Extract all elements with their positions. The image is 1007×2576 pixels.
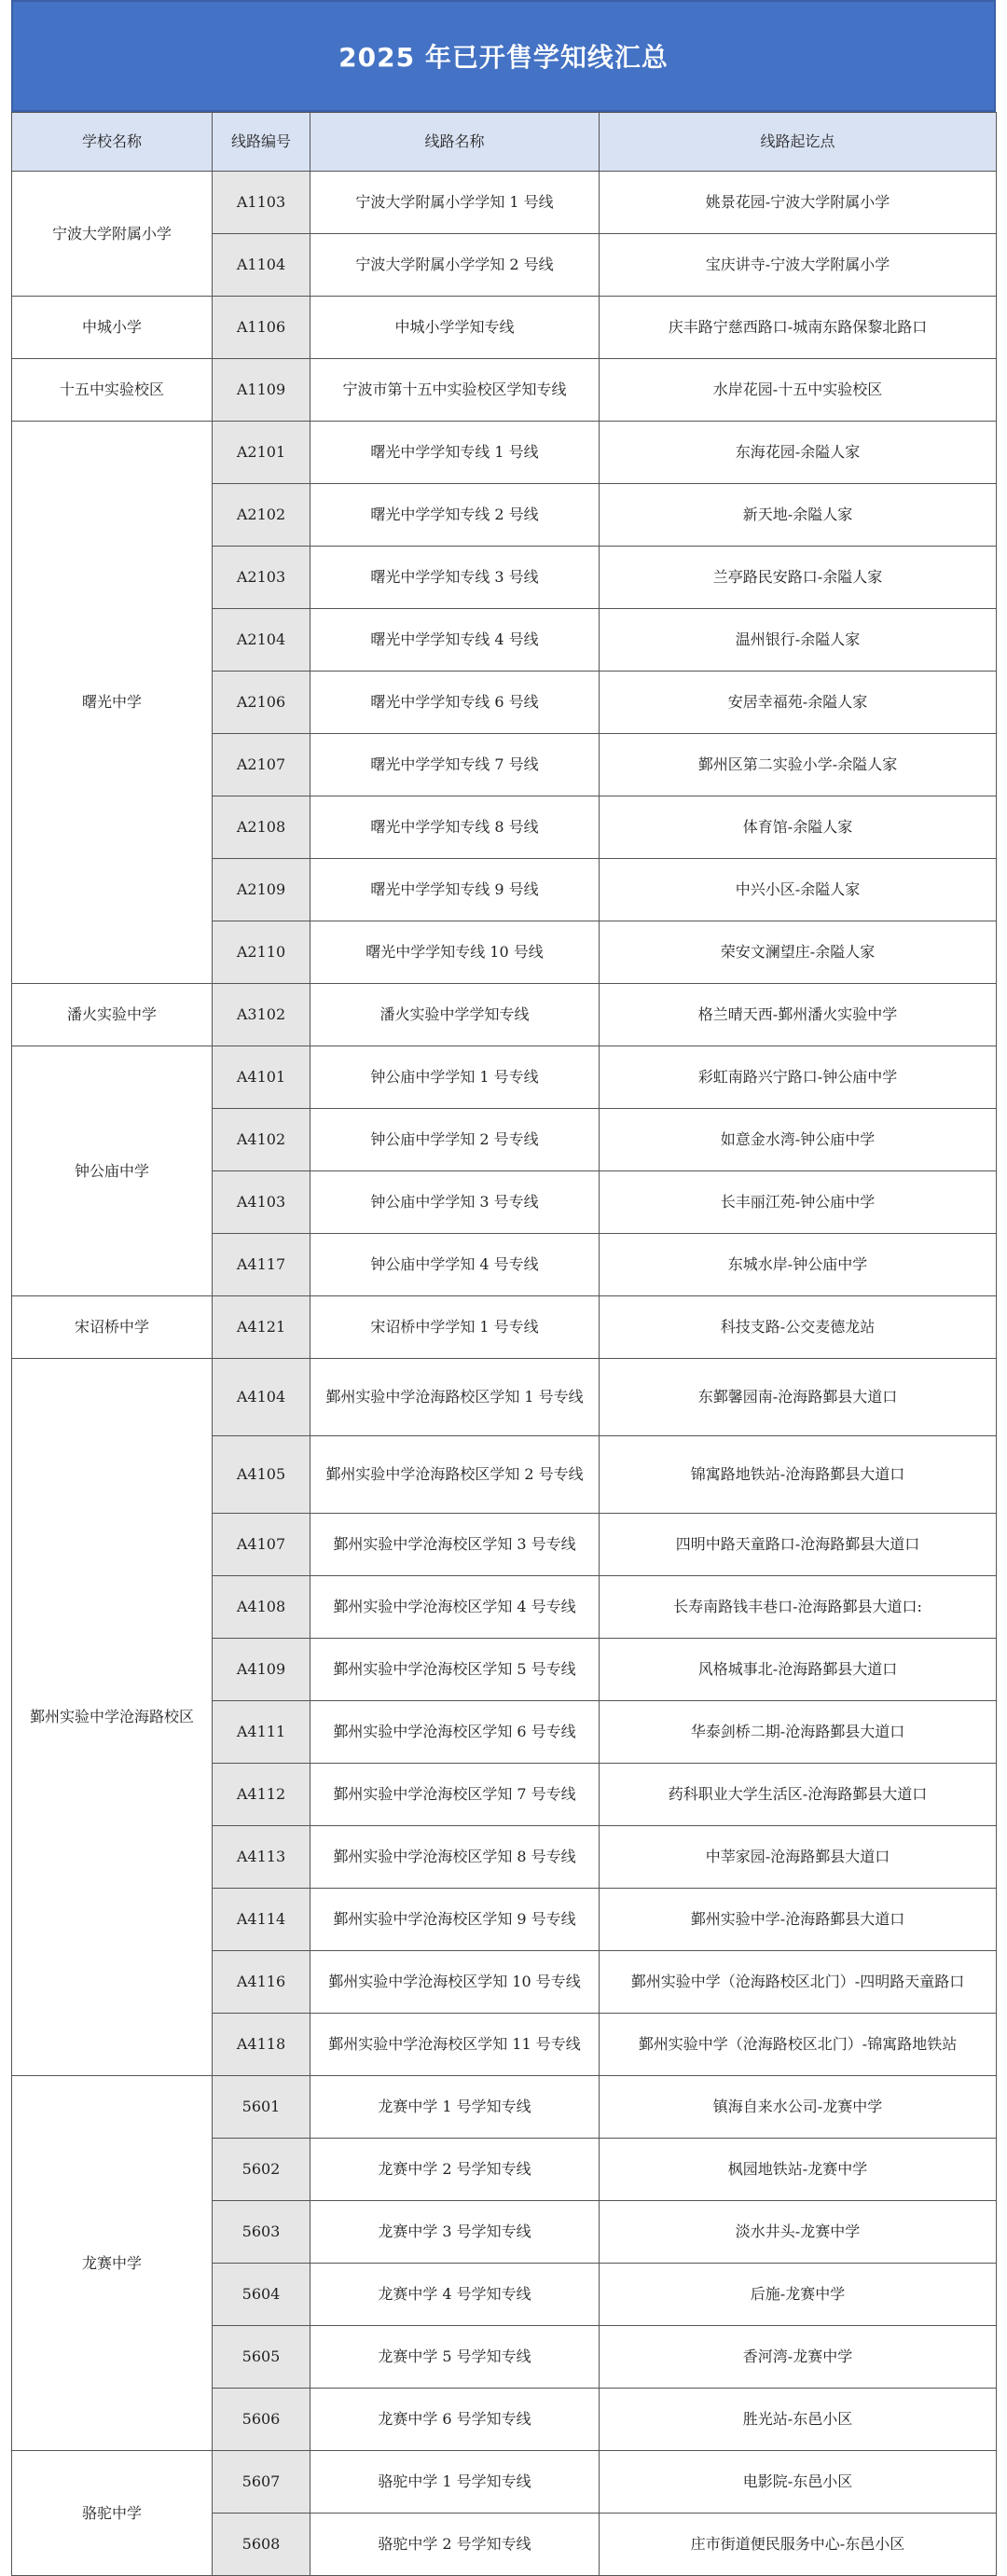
route-code-cell: A4111 [213,1701,310,1764]
route-name-cell: 曙光中学学知专线 4 号线 [310,609,600,672]
route-stops-cell: 宝庆讲寺-宁波大学附属小学 [600,234,997,297]
route-code-cell: A2106 [213,672,310,734]
route-name-cell: 中城小学学知专线 [310,297,600,359]
route-stops-cell: 水岸花园-十五中实验校区 [600,359,997,422]
route-code-cell: A2103 [213,547,310,609]
route-name-cell: 宁波大学附属小学学知 2 号线 [310,234,600,297]
school-name-cell: 潘火实验中学 [12,984,213,1046]
route-stops-cell: 彩虹南路兴宁路口-钟公庙中学 [600,1046,997,1109]
route-name-cell: 鄞州实验中学沧海路校区学知 1 号专线 [310,1359,600,1436]
route-name-cell: 钟公庙中学学知 2 号专线 [310,1109,600,1171]
route-stops-cell: 药科职业大学生活区-沧海路鄞县大道口 [600,1764,997,1826]
route-name-cell: 鄞州实验中学沧海校区学知 4 号专线 [310,1576,600,1639]
route-stops-cell: 华泰剑桥二期-沧海路鄞县大道口 [600,1701,997,1764]
route-code-cell: A4112 [213,1764,310,1826]
route-name-cell: 曙光中学学知专线 2 号线 [310,484,600,547]
route-name-cell: 骆驼中学 2 号学知专线 [310,2514,600,2576]
route-code-cell: A4116 [213,1951,310,2014]
route-name-cell: 鄞州实验中学沧海校区学知 9 号专线 [310,1889,600,1951]
route-stops-cell: 中兴小区-余隘人家 [600,859,997,921]
route-stops-cell: 电影院-东邑小区 [600,2451,997,2514]
route-code-cell: 5607 [213,2451,310,2514]
route-name-cell: 曙光中学学知专线 3 号线 [310,547,600,609]
school-name-cell: 鄞州实验中学沧海路校区 [12,1359,213,2076]
route-code-cell: A1103 [213,172,310,234]
school-name-cell: 中城小学 [12,297,213,359]
route-stops-cell: 胜光站-东邑小区 [600,2389,997,2451]
route-code-cell: A2104 [213,609,310,672]
route-code-cell: A4113 [213,1826,310,1889]
route-summary-sheet [11,0,996,2576]
route-code-cell: 5605 [213,2326,310,2389]
route-name-cell: 鄞州实验中学沧海校区学知 5 号专线 [310,1639,600,1701]
route-stops-cell: 东城水岸-钟公庙中学 [600,1234,997,1296]
route-stops-cell: 鄞州实验中学（沧海路校区北门）-四明路天童路口 [600,1951,997,2014]
route-name-cell: 钟公庙中学学知 3 号专线 [310,1171,600,1234]
route-stops-cell: 鄞州实验中学-沧海路鄞县大道口 [600,1889,997,1951]
route-name-cell: 鄞州实验中学沧海校区学知 10 号专线 [310,1951,600,2014]
route-code-cell: A1104 [213,234,310,297]
school-name-cell: 钟公庙中学 [12,1046,213,1296]
route-name-cell: 鄞州实验中学沧海校区学知 6 号专线 [310,1701,600,1764]
route-name-cell: 龙赛中学 2 号学知专线 [310,2139,600,2201]
route-name-cell: 骆驼中学 1 号学知专线 [310,2451,600,2514]
table-row [12,1296,997,1359]
route-name-cell: 鄞州实验中学沧海校区学知 11 号专线 [310,2014,600,2076]
route-stops-cell: 安居幸福苑-余隘人家 [600,672,997,734]
route-name-cell: 鄞州实验中学沧海校区学知 8 号专线 [310,1826,600,1889]
route-stops-cell: 东海花园-余隘人家 [600,422,997,484]
table-row [12,172,997,234]
route-code-cell: 5606 [213,2389,310,2451]
route-code-cell: A4101 [213,1046,310,1109]
route-code-cell: A4109 [213,1639,310,1701]
route-name-cell: 龙赛中学 1 号学知专线 [310,2076,600,2139]
table-row [12,1046,997,1109]
route-name-cell: 宋诏桥中学学知 1 号专线 [310,1296,600,1359]
route-code-cell: A1106 [213,297,310,359]
route-code-cell: A4102 [213,1109,310,1171]
route-code-cell: A4104 [213,1359,310,1436]
table-row [12,297,997,359]
route-stops-cell: 镇海自来水公司-龙赛中学 [600,2076,997,2139]
route-code-cell: A4107 [213,1514,310,1576]
route-stops-cell: 淡水井头-龙赛中学 [600,2201,997,2264]
page-title: 2025 年已开售学知线汇总 [338,42,669,73]
table-row [12,1359,997,1436]
route-code-cell: A2108 [213,796,310,859]
table-row [12,2451,997,2514]
route-code-cell: A1109 [213,359,310,422]
header-school: 学校名称 [12,113,213,172]
school-name-cell: 宋诏桥中学 [12,1296,213,1359]
route-name-cell: 宁波市第十五中实验校区学知专线 [310,359,600,422]
table-row [12,422,997,484]
school-name-cell: 宁波大学附属小学 [12,172,213,297]
route-name-cell: 龙赛中学 6 号学知专线 [310,2389,600,2451]
route-stops-cell: 姚景花园-宁波大学附属小学 [600,172,997,234]
route-code-cell: A4105 [213,1436,310,1514]
route-code-cell: 5604 [213,2264,310,2326]
title-bar [11,0,996,112]
route-stops-cell: 中莘家园-沧海路鄞县大道口 [600,1826,997,1889]
route-stops-cell: 荣安文澜望庄-余隘人家 [600,921,997,984]
route-stops-cell: 香河湾-龙赛中学 [600,2326,997,2389]
route-code-cell: 5602 [213,2139,310,2201]
route-stops-cell: 体育馆-余隘人家 [600,796,997,859]
route-stops-cell: 格兰晴天西-鄞州潘火实验中学 [600,984,997,1046]
route-code-cell: 5608 [213,2514,310,2576]
header-name: 线路名称 [310,113,600,172]
route-code-cell: A2101 [213,422,310,484]
route-code-cell: A4103 [213,1171,310,1234]
table-body [12,172,997,2576]
route-name-cell: 龙赛中学 5 号学知专线 [310,2326,600,2389]
route-code-cell: A4118 [213,2014,310,2076]
header-stops: 线路起讫点 [600,113,997,172]
route-code-cell: A4108 [213,1576,310,1639]
route-name-cell: 鄞州实验中学沧海校区学知 7 号专线 [310,1764,600,1826]
route-name-cell: 曙光中学学知专线 1 号线 [310,422,600,484]
school-name-cell: 龙赛中学 [12,2076,213,2451]
route-name-cell: 宁波大学附属小学学知 1 号线 [310,172,600,234]
route-name-cell: 鄞州实验中学沧海校区学知 3 号专线 [310,1514,600,1576]
route-code-cell: 5601 [213,2076,310,2139]
route-stops-cell: 长寿南路钱丰巷口-沧海路鄞县大道口: [600,1576,997,1639]
route-name-cell: 钟公庙中学学知 1 号专线 [310,1046,600,1109]
route-name-cell: 龙赛中学 4 号学知专线 [310,2264,600,2326]
route-name-cell: 曙光中学学知专线 8 号线 [310,796,600,859]
route-table [11,112,997,2576]
route-code-cell: A4117 [213,1234,310,1296]
route-stops-cell: 风格城事北-沧海路鄞县大道口 [600,1639,997,1701]
school-name-cell: 十五中实验校区 [12,359,213,422]
route-stops-cell: 兰亭路民安路口-余隘人家 [600,547,997,609]
route-name-cell: 曙光中学学知专线 7 号线 [310,734,600,796]
route-code-cell: A2107 [213,734,310,796]
route-name-cell: 潘火实验中学学知专线 [310,984,600,1046]
route-stops-cell: 东鄞馨园南-沧海路鄞县大道口 [600,1359,997,1436]
school-name-cell: 曙光中学 [12,422,213,984]
route-stops-cell: 庆丰路宁慈西路口-城南东路保黎北路口 [600,297,997,359]
route-code-cell: A2109 [213,859,310,921]
route-code-cell: 5603 [213,2201,310,2264]
route-stops-cell: 四明中路天童路口-沧海路鄞县大道口 [600,1514,997,1576]
route-stops-cell: 新天地-余隘人家 [600,484,997,547]
route-stops-cell: 庄市街道便民服务中心-东邑小区 [600,2514,997,2576]
route-name-cell: 曙光中学学知专线 9 号线 [310,859,600,921]
school-name-cell: 骆驼中学 [12,2451,213,2576]
route-stops-cell: 长丰丽江苑-钟公庙中学 [600,1171,997,1234]
route-code-cell: A2110 [213,921,310,984]
route-name-cell: 曙光中学学知专线 10 号线 [310,921,600,984]
route-stops-cell: 后施-龙赛中学 [600,2264,997,2326]
route-stops-cell: 如意金水湾-钟公庙中学 [600,1109,997,1171]
route-stops-cell: 锦寓路地铁站-沧海路鄞县大道口 [600,1436,997,1514]
route-stops-cell: 温州银行-余隘人家 [600,609,997,672]
route-stops-cell: 鄞州实验中学（沧海路校区北门）-锦寓路地铁站 [600,2014,997,2076]
table-row [12,359,997,422]
route-stops-cell: 科技支路-公交麦德龙站 [600,1296,997,1359]
route-name-cell: 钟公庙中学学知 4 号专线 [310,1234,600,1296]
route-stops-cell: 枫园地铁站-龙赛中学 [600,2139,997,2201]
header-row [12,113,997,172]
route-name-cell: 龙赛中学 3 号学知专线 [310,2201,600,2264]
table-row [12,2076,997,2139]
route-stops-cell: 鄞州区第二实验小学-余隘人家 [600,734,997,796]
route-code-cell: A3102 [213,984,310,1046]
route-name-cell: 鄞州实验中学沧海路校区学知 2 号专线 [310,1436,600,1514]
header-code: 线路编号 [213,113,310,172]
table-row [12,984,997,1046]
route-name-cell: 曙光中学学知专线 6 号线 [310,672,600,734]
route-code-cell: A2102 [213,484,310,547]
route-code-cell: A4114 [213,1889,310,1951]
route-code-cell: A4121 [213,1296,310,1359]
